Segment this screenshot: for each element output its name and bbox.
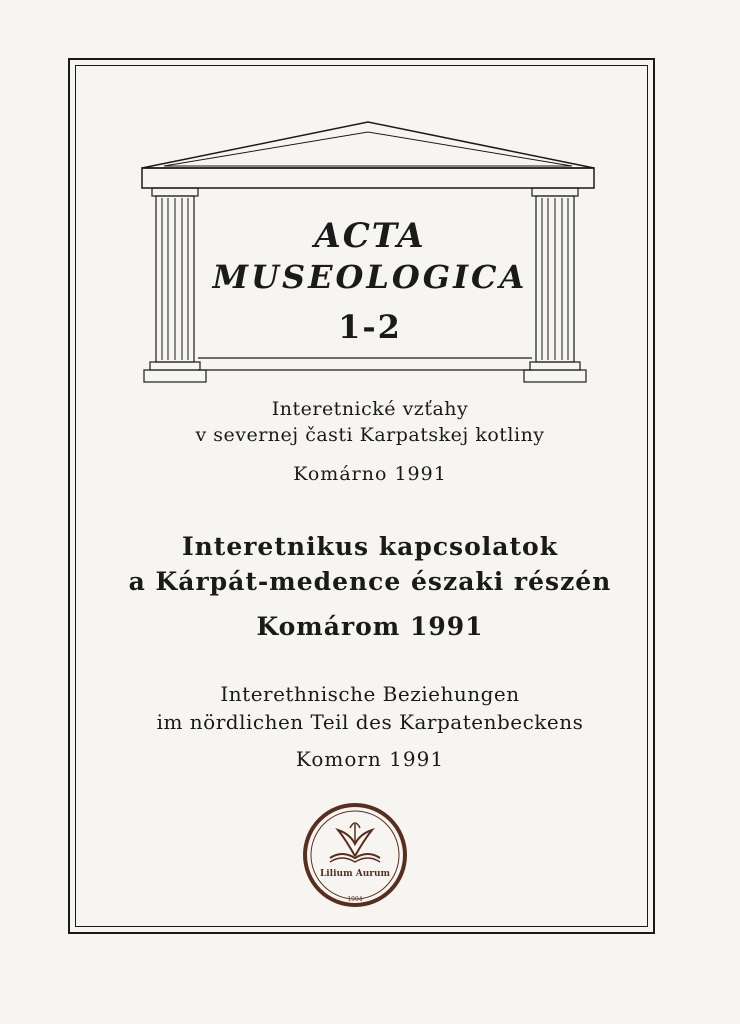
- slovak-title-line2: v severnej časti Karpatskej kotliny: [195, 424, 545, 446]
- slovak-title-line1: Interetnické vzťahy: [271, 398, 469, 420]
- publisher-logo: [300, 800, 410, 910]
- german-title-line2: im nördlichen Teil des Karpatenbeckens: [156, 710, 584, 734]
- german-place-year: Komorn 1991: [295, 747, 445, 771]
- hungarian-title-line1: Interetnikus kapcsolatok: [181, 532, 559, 561]
- hungarian-place-year: Komárom 1991: [256, 612, 484, 641]
- series-volume: 1-2: [338, 308, 402, 346]
- logo-year-text: 1994: [347, 896, 363, 903]
- series-title-line1: ACTA: [314, 216, 426, 256]
- series-title-line2: MUSEOLOGICA: [212, 258, 528, 296]
- slovak-place-year: Komárno 1991: [293, 463, 447, 485]
- german-title-line1: Interethnische Beziehungen: [220, 682, 520, 706]
- hungarian-title-line2: a Kárpát-medence északi részén: [128, 567, 612, 596]
- lily-book-icon: [305, 805, 405, 905]
- logo-name-text: Lilium Aurum: [319, 869, 391, 879]
